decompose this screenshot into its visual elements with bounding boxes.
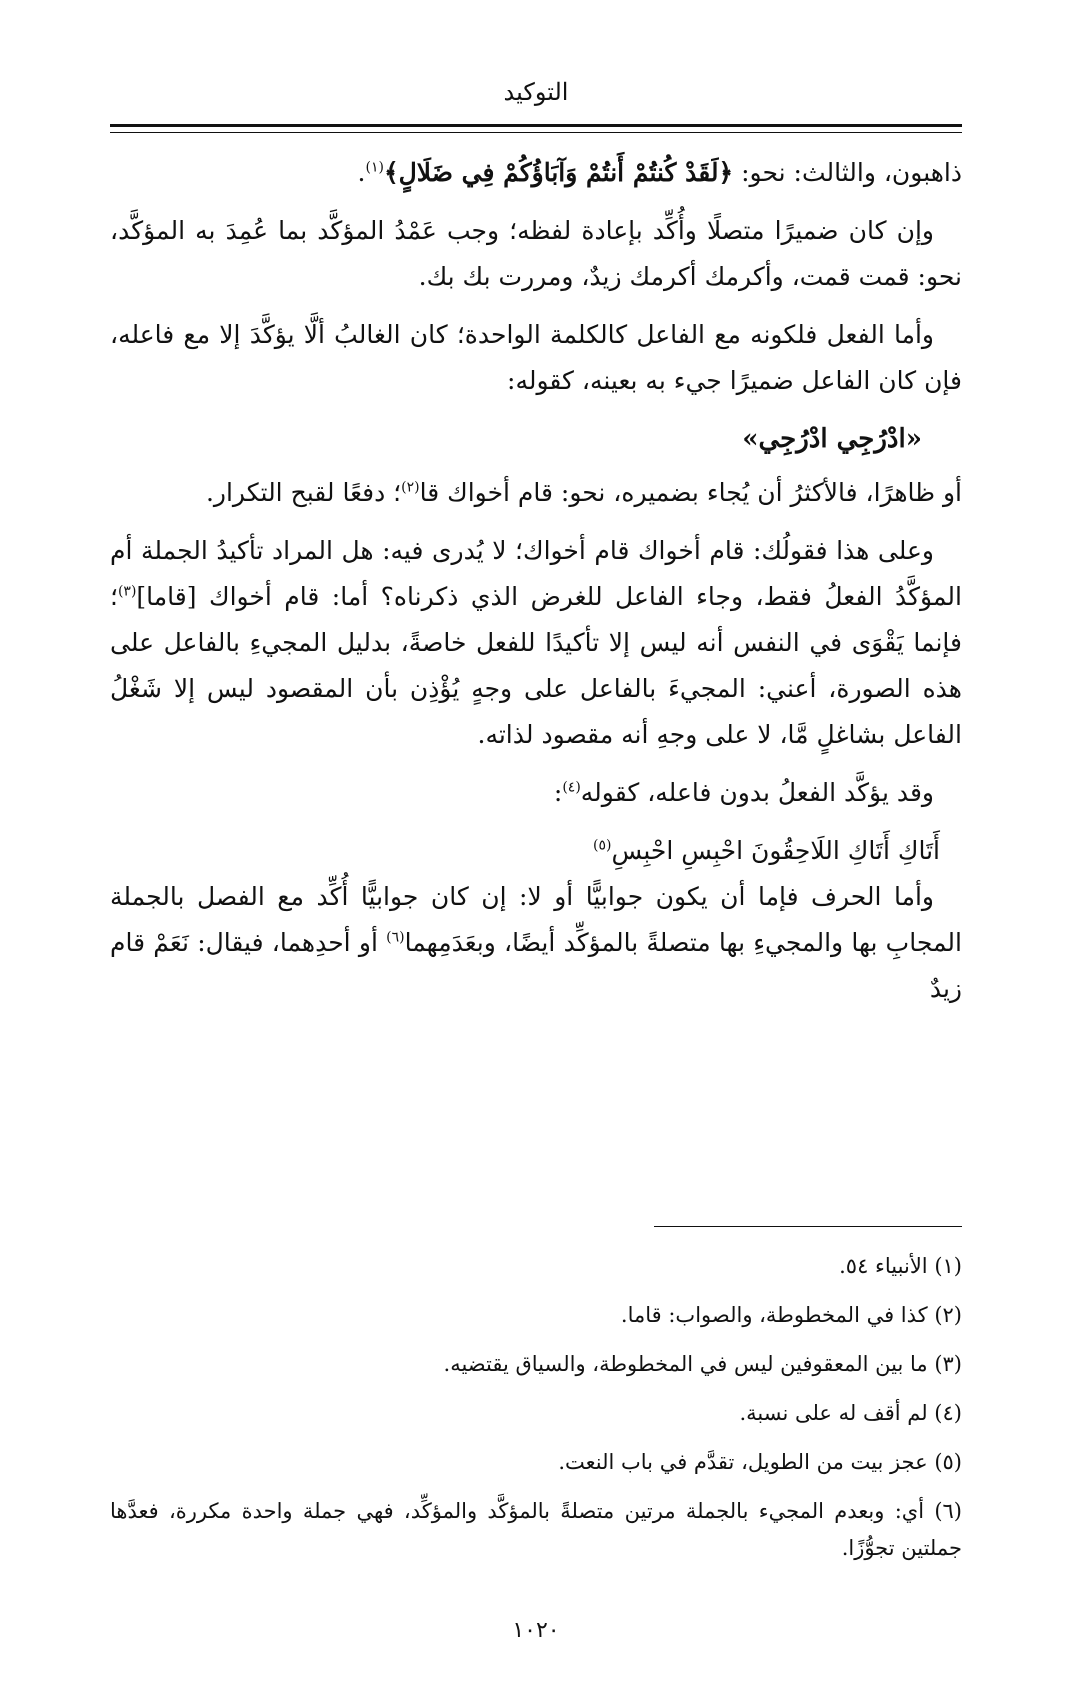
footnote: (٢) كذا في المخطوطة، والصواب: قاما.: [620, 1303, 962, 1327]
page-number: ١٠٢٠: [512, 1618, 560, 1643]
footnote: (١) الأنبياء ٥٤.: [839, 1254, 962, 1278]
paragraph-2: وإن كان ضميرًا متصلًا وأُكِّد بإعادة لفظه؛ وجب عَمْدُ المؤكَّد بما عُمِدَ به المؤكَّد، نحو: قمت قمت، وأكرمك أكرمك زيدٌ، ومررت بك بك.: [110, 216, 962, 291]
footnote-ref: (١): [365, 159, 384, 176]
footnote-ref: (٢): [401, 479, 420, 496]
paragraph-7: وأما الحرف فإما أن يكون جوابيًّا أو لا: إن كان جوابيًّا أُكِّد مع الفصل بالجملة المجابِ بها والمجيءِ بها متصلةً بالمؤكِّد أيضًا، وبعَدَمِهما$^{(٦)}$ أو أحدِهما، فيقال: نَعَمْ قام زيدٌ: [110, 882, 962, 1003]
footnote-ref: (٤): [562, 779, 581, 796]
paragraph-4: أو ظاهرًا، فالأكثرُ أن يُجاء بضميره، نحو: قام أخواك قا$^{(٢)}$؛ دفعًا لقبح التكرار.: [205, 478, 962, 507]
running-header: التوكيد: [503, 78, 569, 106]
footnote-ref: (٦): [386, 929, 405, 946]
paragraph-6: وقد يؤكَّد الفعلُ بدون فاعله، كقوله$^{(٤)}$:: [553, 778, 934, 807]
header-rule-thick: [110, 124, 962, 127]
footnote: (٥) عجز بيت من الطويل، تقدَّم في باب النعت.: [558, 1450, 962, 1474]
footnotes: [110, 1248, 962, 1579]
footnote-ref: (٥): [593, 837, 612, 854]
footnote-separator: [654, 1226, 962, 1227]
quran-quote: ﴿لَقَدْ كُنتُمْ أَنتُمْ وَآبَاؤُكُمْ فِي ضَلَالٍ﴾: [383, 158, 734, 187]
paragraph-1: ذاهبون، والثالث: نحو: ﴿لَقَدْ كُنتُمْ أَنتُمْ وَآبَاؤُكُمْ فِي ضَلَالٍ﴾$^{(١)}$.: [357, 158, 962, 187]
paragraph-5: وعلى هذا فقولُك: قام أخواك قام أخواك؛ لا يُدرى فيه: هل المراد تأكيدُ الجملة أم المؤكَّدُ الفعلُ فقط، وجاء الفاعل للغرض الذي ذكرناه؟ أما: قام أخواك [قاما]$^{(٣)}$؛ فإنما يَقْوَى في النفس أنه ليس إلا تأكيدًا للفعل خاصةً، بدليل المجيءِ بالفاعل على هذه الصورة، أعني: المجيءَ بالفاعل على وجهٍ يُؤْذِن بأن المقصود ليس إلا شَغْلُ الفاعل بشاغلٍ مَّا، لا على وجهِ أنه مقصود لذاته.: [110, 536, 962, 749]
paragraph-3: وأما الفعل فلكونه مع الفاعل كالكلمة الواحدة؛ كان الغالبُ ألَّا يؤكَّدَ إلا مع فاعله، فإن كان الفاعل ضميرًا جيء به بعينه، كقوله:: [110, 320, 962, 395]
verse-quote-1: «ادْرُجِي ادْرُجِي»: [742, 424, 922, 454]
footnote: (٣) ما بين المعقوفين ليس في المخطوطة، والسياق يقتضيه.: [443, 1352, 962, 1376]
footnote: (٤) لم أقف له على نسبة.: [739, 1401, 962, 1425]
header-rule-thin: [110, 132, 962, 133]
main-text: [110, 150, 962, 1024]
verse-quote-2: أَتَاكِ أَتَاكِ اللَاحِقُونَ احْبِسِ احْبِسِ$^{(٥)}$: [593, 836, 940, 865]
footnote-ref: (٣): [117, 583, 137, 600]
document-page: [110, 0, 962, 1698]
footnote: (٦) أي: وبعدم المجيء بالجملة مرتين متصلةً بالمؤكَّد والمؤكِّد، فهي جملة واحدة مكررة، فعدَّها جملتين تجوُّزًا.: [110, 1499, 962, 1560]
